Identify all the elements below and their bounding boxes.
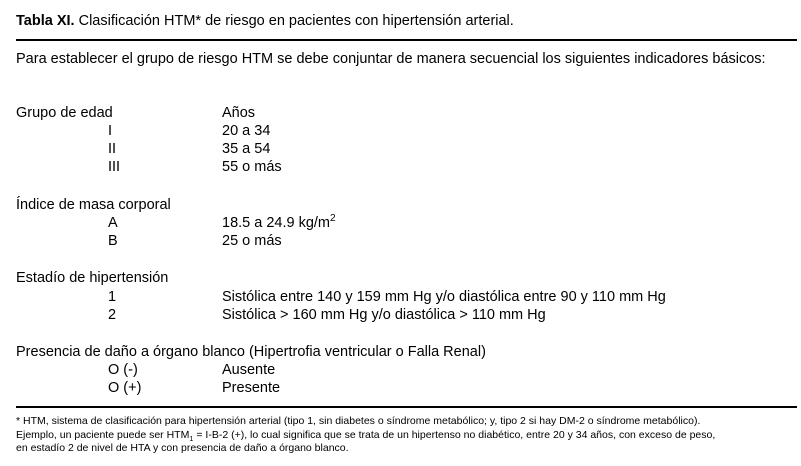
age-value: 20 a 34 xyxy=(222,123,271,139)
age-code: I xyxy=(108,123,113,139)
table-title xyxy=(16,13,514,29)
intro-paragraph: Para establecer el grupo de riesgo HTM se debe conjuntar de manera secuencial los siguientes indicadores básicos: xyxy=(16,51,766,67)
bmi-value: 25 o más xyxy=(222,233,282,249)
table-label: Tabla XI. xyxy=(16,13,75,29)
footnote-line: en estadío 2 de nivel de HTA y con presencia de daño a órgano blanco. xyxy=(16,442,349,455)
top-rule xyxy=(16,39,797,41)
footnote xyxy=(16,415,797,456)
bmi-code: A xyxy=(108,215,118,231)
age-col-header: Años xyxy=(222,105,256,121)
stage-code: 1 xyxy=(108,289,117,305)
footnote-line: * HTM, sistema de clasificación para hipertensión arterial (tipo 1, sin diabetes o síndrome metabólico; y, tipo 2 si hay DM-2 o síndrome metabólico). xyxy=(16,415,701,427)
age-value: 35 a 54 xyxy=(222,141,271,157)
organ-damage-code: O (-) xyxy=(108,362,138,378)
footnote-example-rest: = I-B-2 (+), lo cual significa que se trata de un hipertenso no diabético, entre 20 y 34 años, con exceso de peso, xyxy=(193,428,716,441)
stage-heading: Estadío de hipertensión xyxy=(16,270,169,286)
stage-code: 2 xyxy=(108,307,117,323)
organ-damage-value: Presente xyxy=(222,380,281,396)
organ-damage-value: Ausente xyxy=(222,362,276,378)
organ-damage-heading: Presencia de daño a órgano blanco (Hipertrofia ventricular o Falla Renal) xyxy=(16,344,486,360)
footnote-line xyxy=(16,429,797,443)
age-code: III xyxy=(108,159,121,175)
stage-value: Sistólica > 160 mm Hg y/o diastólica > 110 mm Hg xyxy=(222,307,546,323)
bmi-superscript: 2 xyxy=(330,213,336,225)
age-code: II xyxy=(108,141,117,157)
bottom-rule xyxy=(16,406,797,408)
footnote-example-start: Ejemplo, un paciente puede ser HTM xyxy=(16,428,190,441)
organ-damage-code: O (+) xyxy=(108,380,142,396)
bmi-heading: Índice de masa corporal xyxy=(16,197,171,213)
bmi-value xyxy=(222,214,336,232)
table-caption: Clasificación HTM* de riesgo en pacientes con hipertensión arterial. xyxy=(74,13,514,29)
bmi-code: B xyxy=(108,233,118,249)
footnote-subscript: 1 xyxy=(189,433,194,443)
bmi-value-text: 18.5 a 24.9 kg/m xyxy=(222,215,331,231)
stage-value: Sistólica entre 140 y 159 mm Hg y/o diastólica entre 90 y 110 mm Hg xyxy=(222,289,666,305)
age-group-heading: Grupo de edad xyxy=(16,105,113,121)
age-value: 55 o más xyxy=(222,159,282,175)
